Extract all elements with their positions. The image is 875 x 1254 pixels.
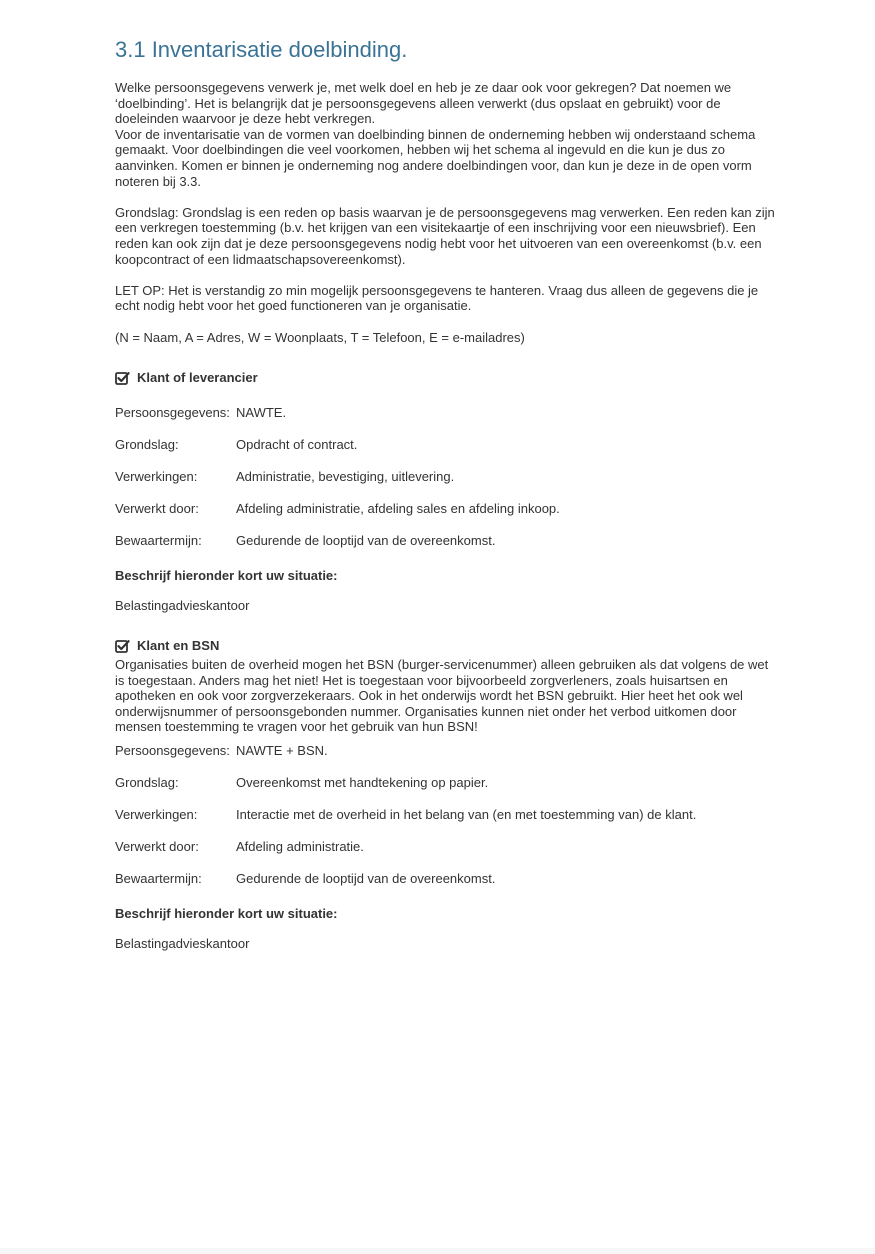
field-label: Bewaartermijn: (115, 871, 202, 887)
field-label: Bewaartermijn: (115, 533, 202, 549)
section-title-text: Klant of leverancier (137, 370, 258, 386)
checkbox-checked-icon[interactable] (115, 371, 130, 386)
situation-answer[interactable]: Belastingadvieskantoor (115, 936, 250, 952)
field-label: Persoonsgegevens: (115, 743, 230, 759)
field-value: Afdeling administratie. (236, 839, 364, 855)
field-label: Grondslag: (115, 437, 179, 453)
situation-label: Beschrijf hieronder kort uw situatie: (115, 906, 338, 922)
field-value: Afdeling administratie, afdeling sales en afdeling inkoop. (236, 501, 560, 517)
field-label: Verwerkingen: (115, 807, 198, 823)
section-klant-en-bsn-title (115, 638, 775, 654)
intro-paragraph-1: Welke persoonsgegevens verwerk je, met welk doel en heb je ze daar ook voor gekregen? Dat noemen we ‘doelbinding’. Het is belangrijk dat je persoonsgegevens alleen verwerkt (dus opslaat en gebruikt) voor de doeleinden waarvoor je deze hebt verkregen. (115, 80, 732, 127)
field-verwerkt-door (115, 501, 775, 517)
field-verwerkingen (115, 807, 775, 823)
field-label: Verwerkingen: (115, 469, 198, 485)
field-persoonsgegevens (115, 743, 775, 759)
field-value: Gedurende de looptijd van de overeenkomst. (236, 533, 496, 549)
field-verwerkt-door (115, 839, 775, 855)
grondslag-paragraph: Grondslag: Grondslag is een reden op basis waarvan je de persoonsgegevens mag verwerken. Een reden kan zijn een verkregen toestemming (b.v. het krijgen van een visitekaartje of een inschrijving voor een nieuwsbrief). Een reden kan ook zijn dat je deze persoonsgegevens nodig hebt voor het uitvoeren van een overeenkomst (b.v. een koopcontract of een lidmaatschapsovereenkomst). (115, 204, 775, 267)
field-value: NAWTE. (236, 405, 287, 421)
field-verwerkingen (115, 469, 775, 485)
situation-label: Beschrijf hieronder kort uw situatie: (115, 568, 338, 584)
field-value: Overeenkomst met handtekening op papier. (236, 775, 489, 791)
field-bewaartermijn (115, 533, 775, 549)
section-klant-of-leverancier-title (115, 370, 775, 386)
field-label: Verwerkt door: (115, 839, 199, 855)
field-value: Gedurende de looptijd van de overeenkomst. (236, 871, 496, 887)
field-value: Interactie met de overheid in het belang van (en met toestemming van) de klant. (236, 807, 697, 823)
document-page (115, 36, 775, 952)
field-label: Grondslag: (115, 775, 179, 791)
warning-paragraph: LET OP: Het is verstandig zo min mogelijk persoonsgegevens te hanteren. Vraag dus alleen de gegevens die je echt nodig hebt voor het goed functioneren van je organisatie. (115, 282, 759, 314)
bsn-paragraph: Organisaties buiten de overheid mogen het BSN (burger-servicenummer) alleen gebruiken als dat volgens de wet is toegestaan. Anders mag het niet! Het is toegestaan voor bijvoorbeeld zorgverleners, zoals huisartsen en apotheken en ook voor zorgverzekeraars. Ook in het onderwijs wordt het BSN gebruikt. Hier heet het ook wel onderwijsnummer of persoonsgebonden nummer. Organisaties kunnen niet onder het verbod uitkomen door mensen toestemming te vragen voor het gebruik van hun BSN! (115, 657, 769, 735)
field-label: Verwerkt door: (115, 501, 199, 517)
field-grondslag (115, 775, 775, 791)
situation-answer[interactable]: Belastingadvieskantoor (115, 598, 250, 614)
section-title-text: Klant en BSN (137, 638, 220, 654)
field-persoonsgegevens (115, 405, 775, 421)
checkbox-checked-icon[interactable] (115, 639, 130, 654)
intro-paragraph-2: Voor de inventarisatie van de vormen van doelbinding binnen de onderneming hebben wij onderstaand schema gemaakt. Voor doelbindingen die veel voorkomen, hebben wij het schema al ingevuld en die kun je dus zo aanvinken. Komen er binnen je onderneming nog andere doelbindingen voor, dan kun je deze in de open vorm noteren bij 3.3. (115, 126, 756, 189)
page-title: 3.1 Inventarisatie doelbinding. (115, 37, 408, 62)
field-value: Opdracht of contract. (236, 437, 358, 453)
field-bewaartermijn (115, 871, 775, 887)
legend-paragraph: (N = Naam, A = Adres, W = Woonplaats, T = Telefoon, E = e-mailadres) (115, 329, 525, 345)
field-label: Persoonsgegevens: (115, 405, 230, 421)
field-grondslag (115, 437, 775, 453)
field-value: Administratie, bevestiging, uitlevering. (236, 469, 455, 485)
field-value: NAWTE + BSN. (236, 743, 328, 759)
page-bottom-edge (0, 1248, 875, 1254)
